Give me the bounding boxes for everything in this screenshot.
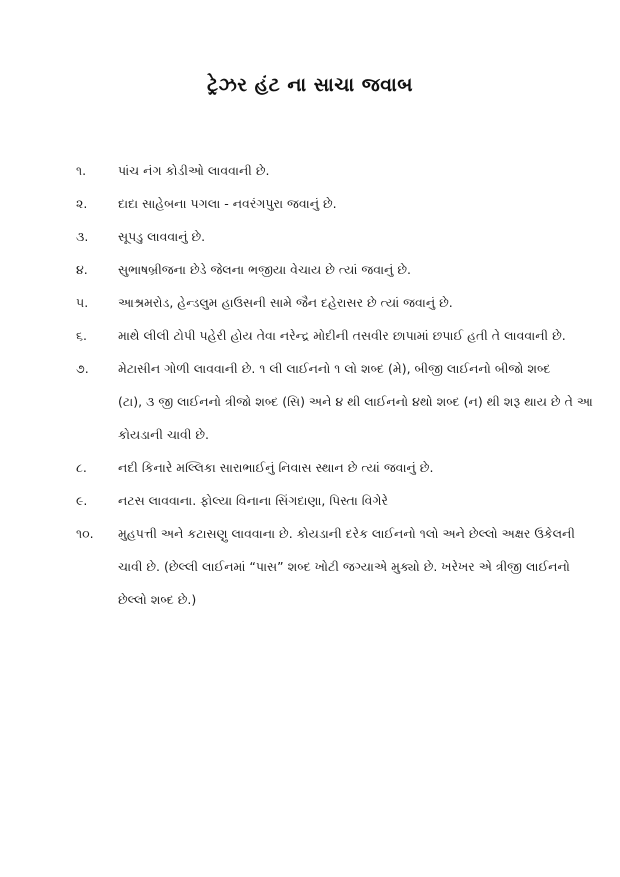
item-line: સૂપડુ લાવવાનું છે.	[118, 229, 206, 244]
item-text	[116, 220, 596, 253]
item-number: ૯.	[76, 493, 88, 508]
page-title: ટ્રેઝર હંટ ના સાચા જવાબ	[207, 74, 413, 96]
item-line: સુભાષબ્રીજના છેડે જેલના ભજીયા વેચાય છે ત્યાં જવાનું છે.	[118, 262, 411, 277]
list-item	[76, 352, 596, 451]
item-line: કોયડાની ચાવી છે.	[118, 427, 210, 442]
list-item	[76, 517, 596, 616]
item-text	[116, 187, 596, 220]
list-item	[76, 253, 596, 286]
list-item	[76, 154, 596, 187]
item-line: મુહપત્તી અને કટાસણુ લાવવાના છે. કોયડાની દરેક લાઈનનો ૧લો અને છેલ્લો અક્ષર ઉકેલની	[118, 526, 575, 541]
item-line: ચાવી છે. (છેલ્લી લાઈનમાં “પાસ” શબ્દ ખોટી જગ્યાએ મુક્યો છે. ખરેખર એ ત્રીજી લાઈનનો	[118, 559, 570, 574]
item-text	[116, 286, 596, 319]
item-text	[116, 517, 596, 616]
item-number: ૮.	[76, 460, 87, 475]
item-line: નદી કિનારે મલ્લિકા સારાભાઈનું નિવાસ સ્થાન છે ત્યાં જવાનું છે.	[118, 460, 434, 475]
list-item	[76, 484, 596, 517]
item-line: છેલ્લો શબ્દ છે.)	[118, 592, 197, 607]
item-number: ૪.	[76, 262, 88, 277]
item-text	[116, 154, 596, 187]
list-item	[76, 187, 596, 220]
item-number: ૧.	[76, 163, 87, 178]
item-number: ૨.	[76, 196, 88, 211]
item-line: દાદા સાહેબના પગલા - નવરંગપુરા જવાનું છે.	[118, 196, 337, 211]
list-item	[76, 220, 596, 253]
list-item	[76, 451, 596, 484]
item-text	[116, 352, 596, 451]
item-number: ૩.	[76, 229, 89, 244]
item-line: આશ્રમરોડ, હેન્ડલુમ હાઉસની સામે જૈન દહેરાસર છે ત્યાં જવાનું છે.	[118, 295, 453, 310]
item-line: માથે લીલી ટોપી પહેરી હોય તેવા નરેન્દ્ર મોદીની તસવીર છાપામાં છપાઈ હતી તે લાવવાની છે.	[118, 328, 566, 343]
item-line: મેટાસીન ગોળી લાવવાની છે. ૧ લી લાઈનનો ૧ લો શબ્દ (મે), બીજી લાઈનનો બીજો શબ્દ	[118, 361, 551, 376]
item-text	[116, 484, 596, 517]
item-text	[116, 451, 596, 484]
item-number: ૭.	[76, 361, 89, 376]
item-text	[116, 253, 596, 286]
item-text	[116, 319, 596, 352]
item-line: નટસ લાવવાના. ફોલ્યા વિનાના સિંગદાણા, પિસ્તા વિગેરે	[118, 493, 389, 508]
item-line: (ટા), ૩ જી લાઈનનો ત્રીજો શબ્દ (સિ) અને ૪ થી લાઈનનો ૪થો શબ્દ (ન) થી શરૂ થાય છે તે આ	[118, 394, 593, 409]
item-number: ૫.	[76, 295, 89, 310]
item-number: ૬.	[76, 328, 87, 343]
item-number: ૧૦.	[76, 526, 94, 541]
list-item	[76, 286, 596, 319]
answer-list	[76, 154, 596, 616]
list-item	[76, 319, 596, 352]
item-line: પાંચ નંગ કોડીઓ લાવવાની છે.	[118, 163, 270, 178]
